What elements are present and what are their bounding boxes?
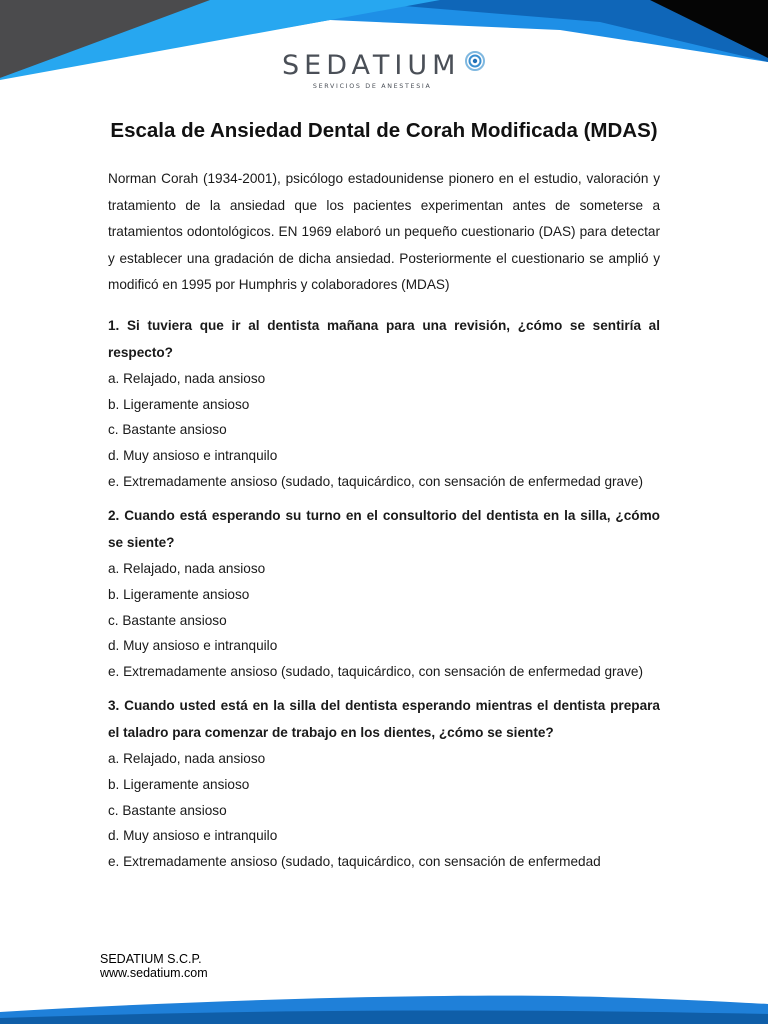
option-c: c. Bastante ansioso xyxy=(108,422,227,438)
option-b: b. Ligeramente ansioso xyxy=(108,777,250,793)
footer-website-link[interactable]: www.sedatium.com xyxy=(100,966,208,980)
option-c: c. Bastante ansioso xyxy=(108,612,227,628)
logo-brand-text: SEDATIUM xyxy=(282,50,461,81)
document-title: Escala de Ansiedad Dental de Corah Modificada (MDAS) xyxy=(110,119,658,142)
option-c: c. Bastante ansioso xyxy=(108,802,227,818)
footer-banner xyxy=(0,974,768,1024)
option-a: a. Relajado, nada ansioso xyxy=(108,561,266,577)
option-e: e. Extremadamente ansioso (sudado, taquicárdico, con sensación de enfermedad grave) xyxy=(108,663,644,679)
footer-company: SEDATIUM S.C.P. xyxy=(100,952,202,966)
logo-tagline: SERVICIOS DE ANESTESIA xyxy=(312,83,432,90)
document-body xyxy=(108,166,660,874)
option-b: b. Ligeramente ansioso xyxy=(108,586,250,602)
spiral-logo-icon xyxy=(464,50,486,72)
question-2 xyxy=(108,503,660,684)
option-d: d. Muy ansioso e intranquilo xyxy=(108,447,278,463)
option-d: d. Muy ansioso e intranquilo xyxy=(108,828,278,844)
option-b: b. Ligeramente ansioso xyxy=(108,396,250,412)
intro-paragraph: Norman Corah (1934-2001), psicólogo estadounidense pionero en el estudio, valoración y tratamiento de la ansiedad que los pacientes experimentan antes de someterse a tratamientos odontológicos. EN 1969 elaboró un pequeño cuestionario (DAS) para detectar y establecer una gradación de dicha ansiedad. Posteriormente el cuestionario se amplió y modificó en 1995 por Humphris y colaboradores (MDAS) xyxy=(108,171,660,293)
question-1 xyxy=(108,313,660,494)
option-a: a. Relajado, nada ansioso xyxy=(108,751,266,767)
option-a: a. Relajado, nada ansioso xyxy=(108,371,266,387)
question-text: 1. Si tuviera que ir al dentista mañana para una revisión, ¿cómo se sentiría al respecto? xyxy=(108,317,660,360)
option-e: e. Extremadamente ansioso (sudado, taquicárdico, con sensación de enfermedad grave) xyxy=(108,473,644,489)
option-d: d. Muy ansioso e intranquilo xyxy=(108,638,278,654)
option-e: e. Extremadamente ansioso (sudado, taquicárdico, con sensación de enfermedad xyxy=(108,853,601,869)
question-3 xyxy=(108,693,660,874)
question-text: 2. Cuando está esperando su turno en el consultorio del dentista en la silla, ¿cómo se siente? xyxy=(108,508,660,550)
sedatium-logo xyxy=(282,52,460,90)
question-text: 3. Cuando usted está en la silla del dentista esperando mientras el dentista prepara el taladro para comenzar de trabajo en los dientes, ¿cómo se siente? xyxy=(108,698,660,740)
